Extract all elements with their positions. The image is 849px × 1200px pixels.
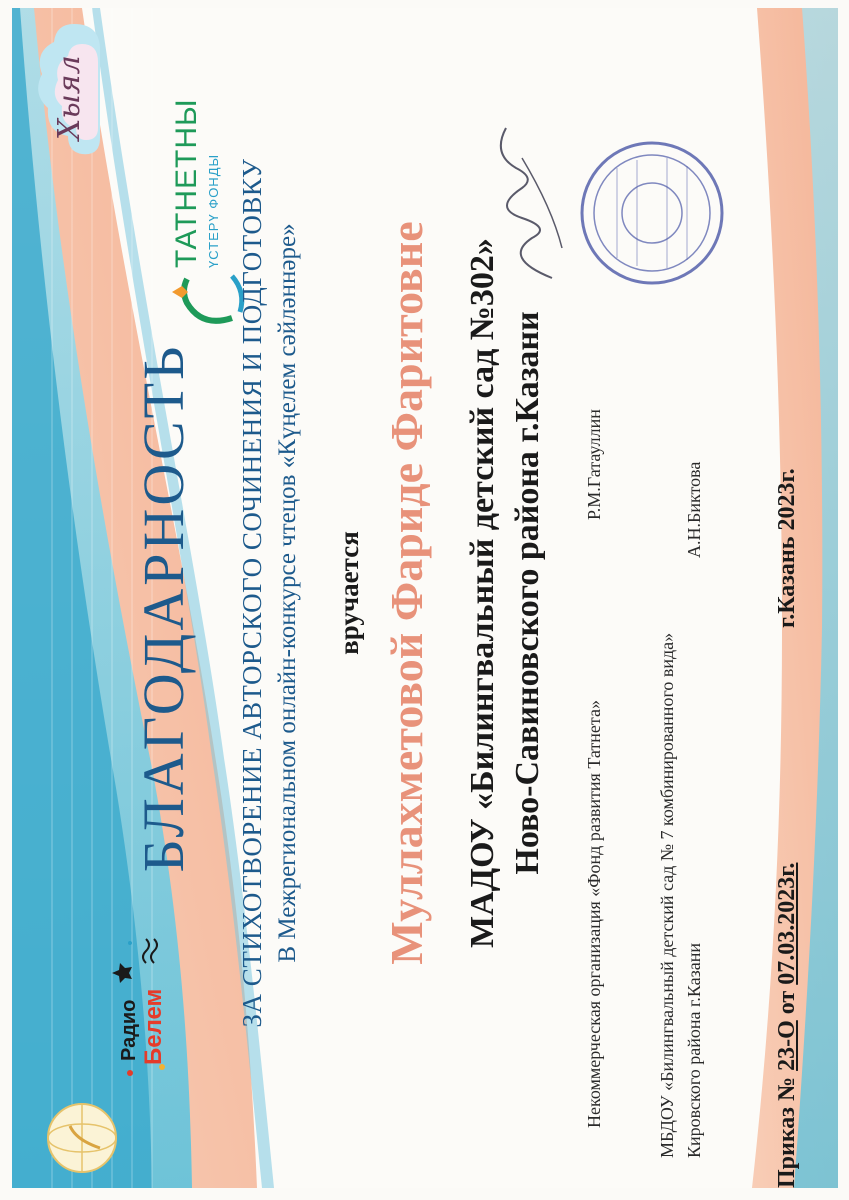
- tatneft-subtitle: ҮСТЕРҮ ФОНДЫ: [206, 153, 221, 268]
- hyyal-logo: [30, 18, 120, 158]
- radio-belem-line1: Радио: [118, 999, 140, 1061]
- order-number: 23-О: [774, 1020, 800, 1071]
- recipient-name: Муллахметовой Фариде Фаритовне: [381, 221, 432, 965]
- signer1-org: Некоммерческая организация «Фонд развития Татнета»: [584, 700, 604, 1128]
- award-reason: ЗА СТИХОТВОРЕНИЕ АВТОРСКОГО СОЧИНЕНИЯ И ПОДГОТОВКУ: [237, 158, 267, 1028]
- hyyal-text: Хыял: [52, 55, 87, 140]
- certificate-sheet: [12, 8, 838, 1188]
- contest-name: В Межрегиональном онлайн-конкурсе чтецов «Күңелем сәйләннәре»: [274, 223, 301, 963]
- city-year: г.Казань 2023г.: [774, 468, 800, 628]
- recipient-org-line1: МАДОУ «Билингвальный детский сад №302»: [464, 238, 501, 948]
- certificate-title: БЛАГОДАРНОСТЬ: [131, 343, 196, 873]
- globe-emblem-icon: [42, 1098, 122, 1178]
- signer1-name: Р.М.Гатауллин: [584, 409, 604, 520]
- official-stamp-icon: [577, 138, 727, 288]
- tatneft-name: ТАТНЕТНЫ: [170, 98, 203, 268]
- signature-icon: [482, 118, 582, 288]
- radio-belem-line2: Белем: [140, 988, 167, 1065]
- order-line: [774, 863, 801, 1188]
- recipient-org-line2: Ново-Савиновского района г.Казани: [509, 311, 546, 875]
- signer2-org-line2: Кировского района г.Казани: [684, 942, 704, 1158]
- order-prefix: Приказ №: [774, 1076, 800, 1188]
- order-date: 07.03.2023г.: [774, 862, 800, 985]
- awarded-label: вручается: [334, 531, 364, 655]
- signer2-org-line1: МБДОУ «Билингвальный детский сад № 7 комбинированного вида»: [657, 632, 677, 1158]
- signer2-name: А.Н.Биктова: [684, 461, 704, 558]
- order-mid: от: [774, 990, 800, 1015]
